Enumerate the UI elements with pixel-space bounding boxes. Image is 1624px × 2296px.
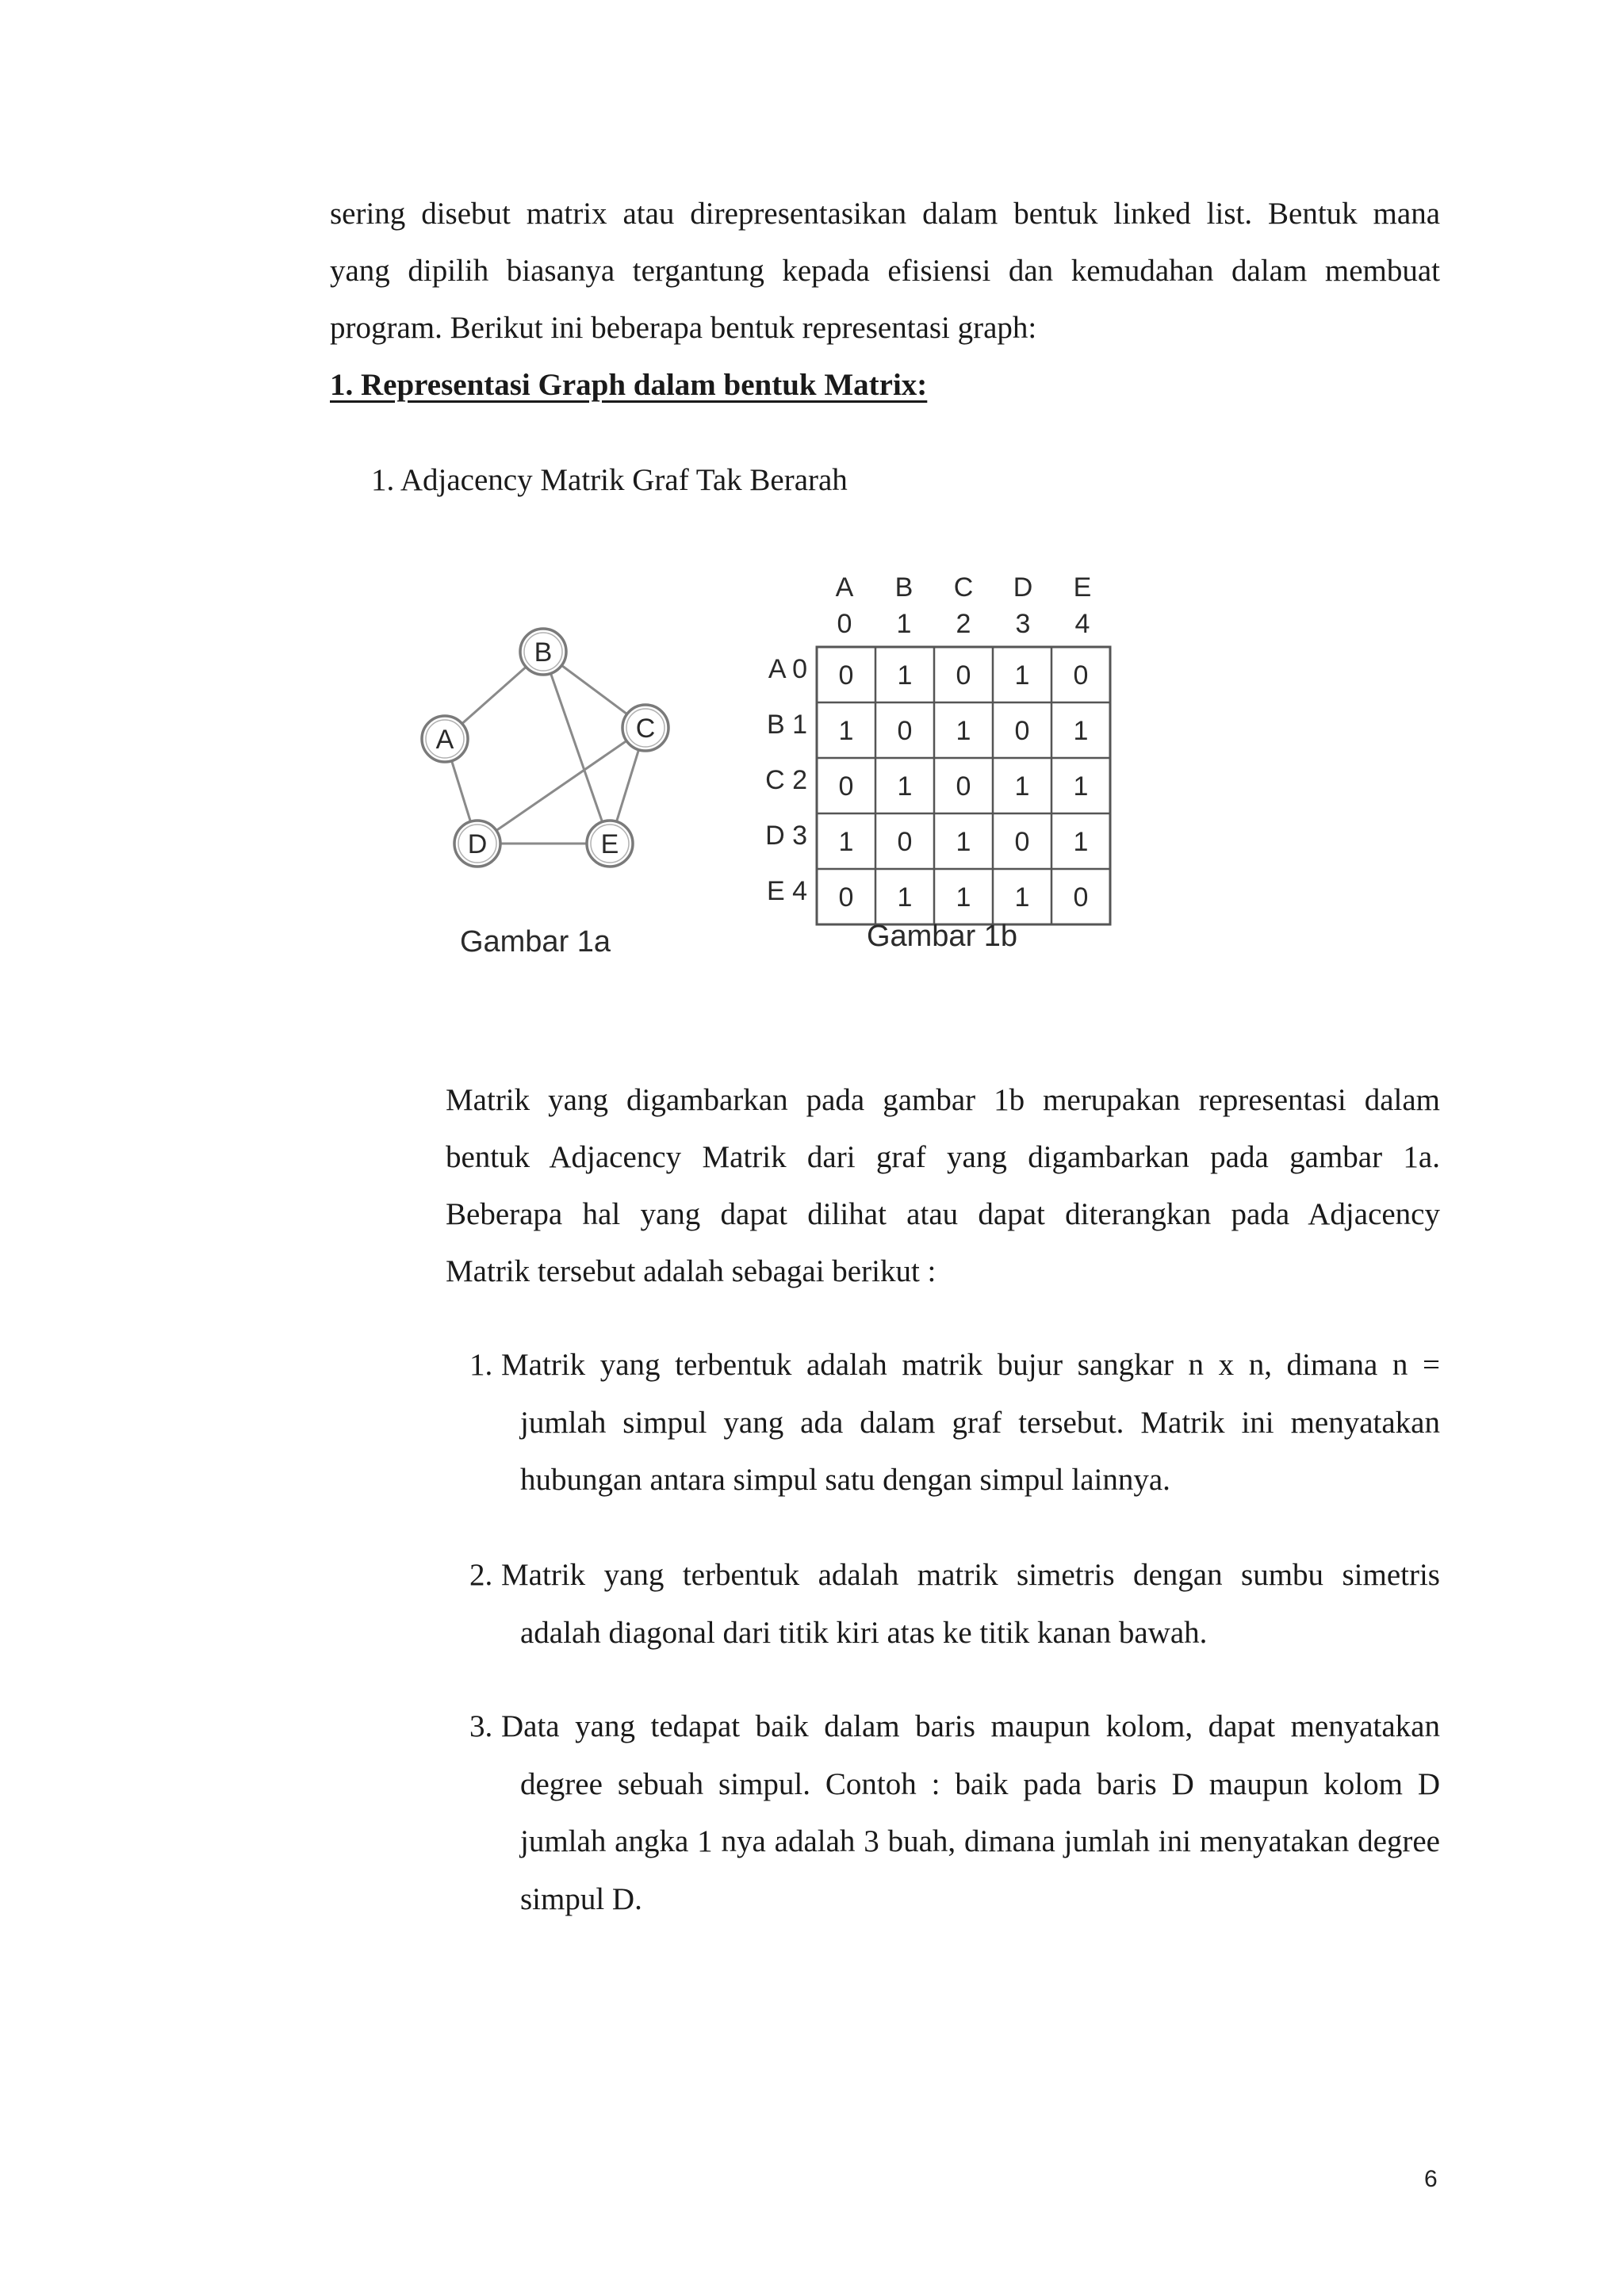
intro-line-1: sering disebut matrix atau direpresentasikan dalam bentuk linked list. Bentuk mana [330,197,1440,231]
point-3-number: 3. [469,1709,493,1743]
node-d [454,821,500,867]
intro-line-2: yang dipilih biasanya tergantung kepada efisiensi dan kemudahan dalam membuat [330,254,1440,288]
edge-b-e [543,652,610,844]
col-label-c: C [953,572,974,603]
cell-a-b: 1 [897,660,913,691]
cell-a-e: 0 [1073,660,1089,691]
row-label-e: E 4 [766,876,807,906]
col-index-2: 2 [956,609,971,639]
cell-e-b: 1 [897,882,913,913]
explanation-line-4: Matrik tersebut adalah sebagai berikut : [446,1254,936,1288]
explanation-line-2: bentuk Adjacency Matrik dari graf yang digambarkan pada gambar 1a. [446,1140,1440,1174]
cell-d-c: 1 [956,827,971,857]
section-heading: 1. Representasi Graph dalam bentuk Matrix: [330,368,928,402]
point-2-number: 2. [469,1558,493,1592]
cell-c-d: 1 [1014,771,1030,802]
point-2-continuation: adalah diagonal dari titik kiri atas ke titik kanan bawah. [520,1615,1208,1650]
row-label-a: A 0 [768,654,807,684]
cell-c-a: 0 [838,771,854,802]
cell-a-c: 0 [956,660,971,691]
col-label-d: D [1013,572,1033,603]
cell-b-e: 1 [1073,716,1089,746]
col-index-4: 4 [1074,609,1090,639]
col-label-b: B [894,572,914,603]
graph-figure [412,603,698,975]
col-index-1: 1 [896,609,912,639]
cell-e-d: 1 [1014,882,1030,913]
subheading: 1. Adjacency Matrik Graf Tak Berarah [371,463,848,497]
cell-d-d: 0 [1014,827,1030,857]
figure-a-caption: Gambar 1a [459,925,611,959]
svg-text:B: B [534,637,553,668]
cell-d-a: 1 [838,827,854,857]
figure-b-caption: Gambar 1b [866,920,1018,953]
point-1-continuation: jumlah simpul yang ada dalam graf tersebut. Matrik ini menyatakan hubungan antara simpul satu dengan simpul lainnya. [520,1405,1440,1497]
cell-a-a: 0 [838,660,854,691]
page-number: 6 [1424,2166,1438,2192]
col-label-e: E [1073,572,1092,603]
cell-b-b: 0 [897,716,913,746]
cell-b-a: 1 [838,716,854,746]
node-a [422,716,468,762]
col-index-0: 0 [837,609,852,639]
point-3-continuation: degree sebuah simpul. Contoh : baik pada baris D maupun kolom D jumlah angka 1 nya adalah 3 buah, dimana jumlah ini menyatakan degree simpul D. [520,1766,1440,1916]
cell-b-c: 1 [956,716,971,746]
row-label-c: C 2 [765,765,807,795]
node-e [587,821,633,867]
svg-text:D: D [467,829,488,859]
svg-text:C: C [635,714,656,744]
row-label-b: B 1 [766,710,807,740]
cell-a-d: 1 [1014,660,1030,691]
cell-b-d: 0 [1014,716,1030,746]
point-3-first-line: Data yang tedapat baik dalam baris maupun kolom, dapat menyatakan [501,1709,1440,1743]
col-index-3: 3 [1015,609,1031,639]
node-b [520,629,566,675]
cell-c-e: 1 [1073,771,1089,802]
col-label-a: A [835,572,854,603]
cell-d-b: 0 [897,827,913,857]
cell-c-b: 1 [897,771,913,802]
explanation-line-1: Matrik yang digambarkan pada gambar 1b merupakan representasi dalam [446,1083,1440,1117]
cell-e-e: 0 [1073,882,1089,913]
node-c [622,705,668,751]
explanation-line-3: Beberapa hal yang dapat dilihat atau dapat diterangkan pada Adjacency [446,1197,1440,1231]
cell-d-e: 1 [1073,827,1089,857]
row-label-d: D 3 [765,821,807,851]
cell-e-a: 0 [838,882,854,913]
svg-text:E: E [600,829,619,859]
cell-c-c: 0 [956,771,971,802]
point-2-first-line: Matrik yang terbentuk adalah matrik simetris dengan sumbu simetris [501,1558,1440,1592]
svg-text:A: A [435,725,454,755]
point-1-text [501,1337,1440,1395]
point-1-number: 1. [469,1348,493,1382]
matrix-figure [745,555,1142,967]
cell-e-c: 1 [956,882,971,913]
point-1-first-line: Matrik yang terbentuk adalah matrik bujur sangkar n x n, dimana n = [501,1348,1440,1382]
intro-line-3: program. Berikut ini beberapa bentuk representasi graph: [330,311,1037,345]
point-2-text [501,1547,1440,1605]
point-3-text [501,1698,1440,1756]
